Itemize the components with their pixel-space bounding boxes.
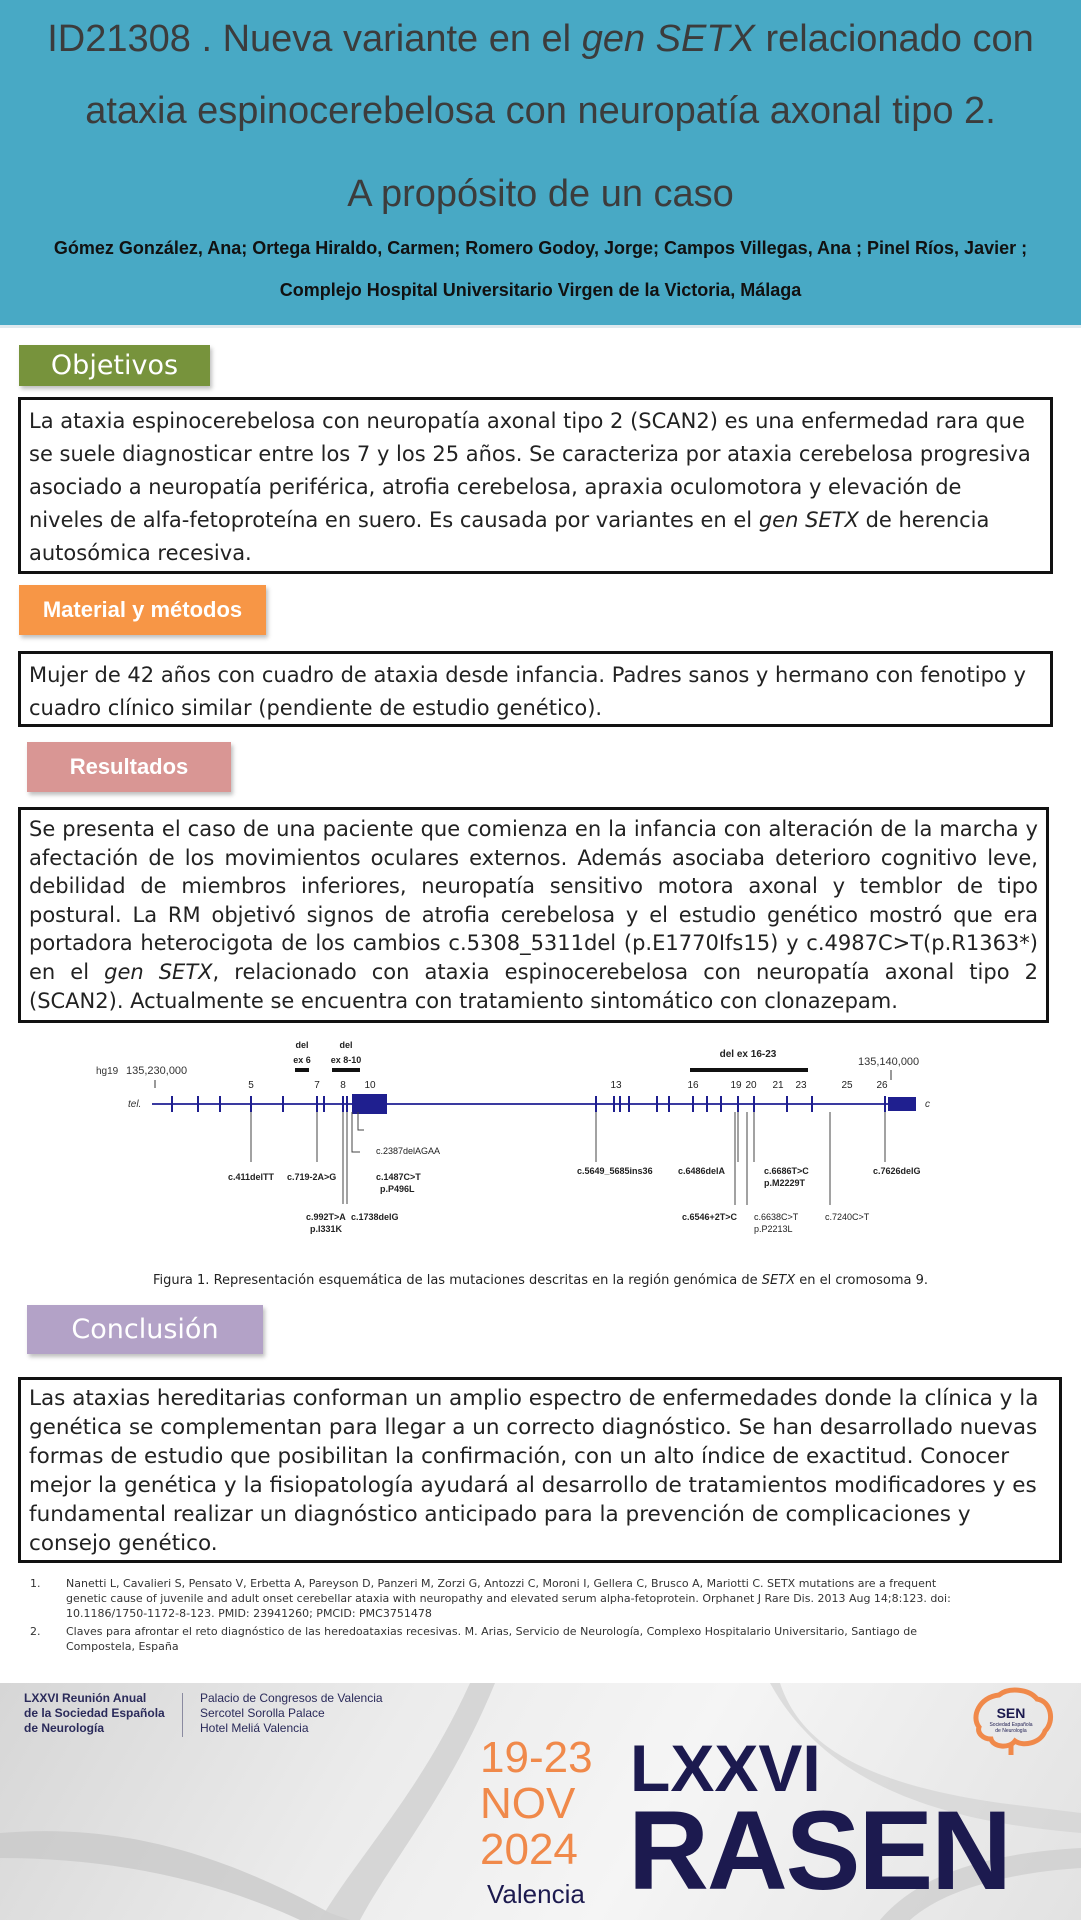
exon-label: 19 [730, 1080, 742, 1091]
venues [200, 1691, 383, 1736]
reference-number: 1. [30, 1577, 41, 1590]
congress-banner [0, 1683, 1081, 1920]
event-city: Valencia [487, 1879, 585, 1909]
exon-label: 13 [610, 1080, 622, 1091]
del-ex810-a: del [339, 1040, 353, 1050]
exon-label: 8 [340, 1080, 346, 1091]
mut-c1738delG: c.1738delG [351, 1212, 399, 1222]
fig-exon-26-block [888, 1097, 916, 1111]
rasen-line-1: LXXVI [630, 1731, 821, 1805]
mut-pM2229T: p.M2229T [764, 1178, 806, 1188]
banner-divider [182, 1693, 183, 1737]
conclusion-text: Las ataxias hereditarias conforman un amplio espectro de enfermedades donde la clínica y la genética se complementan para llegar a un correcto diagnóstico. Se han desarrollado nuevas formas de estudio que posibilitan la confirmación, con un alto índice de exactitud. Conocer mejor la genética y la fisiopatología ayudará al desarrollo de tratamientos modificadores y es fundamental realizar un diagnóstico anticipado para la prevención de complicaciones y consejo genético. [29, 1386, 1039, 1556]
del-ex1623-bar [690, 1068, 808, 1072]
resultados-text-b: , relacionado con ataxia espinocerebelosa con neuropatía axonal tipo 2 (SCAN2). Actualmente se encuentra con tratamiento sintomático con clonazepam. [29, 959, 1038, 1013]
exon-label: 25 [841, 1080, 853, 1091]
del-ex6-a: del [295, 1040, 309, 1050]
reference-text: Claves para afrontar el reto diagnóstico de las heredoataxias recesivas. M. Arias, Servicio de Neurología, Complexo Hospitalario Universitario, Santiago de Compostela, España [66, 1625, 917, 1653]
meeting-name [24, 1691, 165, 1736]
resultados-text-a: Se presenta el caso de una paciente que comienza en la infancia con alteración de la marcha y afectación de los movimientos oculares externos. Además asociaba deterioro cognitivo leve, debilidad de miembros inferiores, neuropatía sensitivo motora axonal y temblor de tipo postural. La RM objetivó signos de atrofia cerebelosa y el estudio genético mostró que era portadora heterocigota de los cambios c.5308_5311del (p.E1770Ifs15) y c.4987C>T(p.R1363*) en el [29, 817, 1038, 984]
objetivos-text-b: de herencia autosómica recesiva. [29, 508, 990, 565]
caption-text-b: en el cromosoma 9. [795, 1273, 929, 1288]
exon-label: 5 [248, 1080, 254, 1091]
fig-cen: c [925, 1099, 930, 1110]
caption-text-a: Figura 1. Representación esquemática de las mutaciones descritas en la región genómica de [152, 1273, 762, 1288]
mut-c1487CT: c.1487C>T [376, 1172, 421, 1182]
rasen-line-2: RASEN [628, 1788, 1011, 1913]
venue-line-3: Hotel Meliá Valencia [200, 1721, 309, 1735]
resultados-text [21, 810, 1046, 1020]
meeting-line-1: LXXVI Reunión Anual [24, 1691, 147, 1705]
objetivos-text-a: La ataxia espinocerebelosa con neuropatía axonal tipo 2 (SCAN2) es una enfermedad rara que se suele diagnosticar entre los 7 y los 25 años. Se caracteriza por ataxia cerebelosa progresiva asociado a neuropatía periférica, atrofia cerebelosa, apraxia oculomotora y elevación de niveles de alfa-fetoproteína en suero. Es causada por variantes en el [29, 409, 1031, 532]
objetivos-text [21, 400, 1050, 575]
fig-hg19: hg19 [96, 1066, 119, 1077]
fig-exon-labels [248, 1080, 888, 1091]
mut-pI331K: p.I331K [310, 1224, 343, 1234]
exon-label: 20 [745, 1080, 757, 1091]
mut-c411delTT: c.411delTT [228, 1172, 275, 1182]
fig-mutation-lines [251, 1112, 885, 1205]
title-text-a: ID21308 . Nueva variante en el [47, 18, 582, 60]
mut-pP496L: p.P496L [380, 1184, 415, 1194]
logo-text: SEN [996, 1705, 1026, 1721]
mut-c5649ins36: c.5649_5685ins36 [577, 1166, 653, 1176]
dates-range: 19-23 [480, 1733, 593, 1782]
logo-sub-1: Sociedad Española [989, 1722, 1033, 1728]
logo-sub-2: de Neurología [995, 1728, 1027, 1734]
mut-c6686TC: c.6686T>C [764, 1166, 809, 1176]
title-gene: gen SETX [581, 18, 755, 60]
setx-gene-figure [90, 1040, 940, 1240]
affiliation: Complejo Hospital Universitario Virgen de la Victoria, Málaga [279, 280, 802, 300]
exon-label: 10 [364, 1080, 376, 1091]
sen-logo [965, 1687, 1057, 1759]
dates-month: NOV [480, 1779, 576, 1828]
mut-c719-2AG: c.719-2A>G [287, 1172, 337, 1182]
reference-item [26, 1624, 976, 1654]
resultados-box [18, 807, 1049, 1023]
del-ex6-b: ex 6 [293, 1055, 311, 1065]
venue-line-2: Sercotel Sorolla Palace [200, 1706, 325, 1720]
mut-c6486delA: c.6486delA [678, 1166, 726, 1176]
material-text: Mujer de 42 años con cuadro de ataxia desde infancia. Padres sanos y hermano con fenotipo y cuadro clínico similar (pendiente de estudio genético). [29, 663, 1026, 720]
title-line-2: ataxia espinocerebelosa con neuropatía axonal tipo 2. [85, 90, 996, 132]
dates-year: 2024 [480, 1825, 578, 1874]
del-ex6-bar [295, 1068, 309, 1072]
mut-c992TA: c.992T>A [306, 1212, 346, 1222]
venue-line-1: Palacio de Congresos de Valencia [200, 1691, 383, 1705]
objetivos-gene: gen SETX [758, 508, 859, 532]
objetivos-box [18, 397, 1053, 574]
resultados-heading: Resultados [27, 742, 231, 792]
mut-c7240CT: c.7240C>T [825, 1212, 870, 1222]
exon-label: 26 [876, 1080, 888, 1091]
del-ex810-bar [332, 1068, 360, 1072]
fig-exon-10-block [352, 1094, 387, 1114]
poster-header [0, 0, 1081, 328]
mut-c2387delAGAA: c.2387delAGAA [376, 1146, 441, 1156]
caption-gene: SETX [761, 1273, 796, 1288]
fig-tel: tel. [128, 1099, 142, 1110]
material-box [18, 651, 1053, 727]
resultados-gene: gen SETX [104, 959, 213, 984]
reference-text: Nanetti L, Cavalieri S, Pensato V, Erbetta A, Pareyson D, Panzeri M, Zorzi G, Antozzi C, Moroni I, Gellera C, Brusco A, Mariotti C. SETX mutations are a frequent genetic cause of juvenile and adult onset cerebellar ataxia with neuropathy and elevated serum alpha-fetoprotein. Orphanet J Rare Dis. 2013 Aug 14;8:123. doi: 10.1186/1750-1172-8-123. PMID: 23941260; PMCID: PMC3751478 [66, 1577, 951, 1620]
title-line-3: A propósito de un caso [347, 173, 734, 215]
exon-label: 7 [314, 1080, 320, 1091]
fig-mutation-labels [228, 1146, 921, 1234]
exon-label: 16 [687, 1080, 699, 1091]
authors: Gómez González, Ana; Ortega Hiraldo, Carmen; Romero Godoy, Jorge; Campos Villegas, Ana ; Pinel Ríos, Javier ; [53, 238, 1028, 258]
fig-coord-right: 135,140,000 [858, 1056, 920, 1068]
mut-c6638CT: c.6638C>T [754, 1212, 799, 1222]
fig-coord-left: 135,230,000 [126, 1065, 188, 1077]
reference-number: 2. [30, 1625, 41, 1638]
figure-caption [0, 1273, 1081, 1288]
conclusion-box [18, 1377, 1062, 1563]
material-heading: Material y métodos [19, 585, 266, 635]
mut-c6546-2TC: c.6546+2T>C [682, 1212, 738, 1222]
title-line-1 [0, 10, 1081, 68]
references [26, 1576, 976, 1657]
exon-label: 21 [772, 1080, 784, 1091]
exon-label: 23 [795, 1080, 807, 1091]
fig-deletions [293, 1040, 808, 1072]
event-dates [480, 1735, 593, 1873]
reference-item [26, 1576, 976, 1621]
conclusion-heading: Conclusión [27, 1305, 263, 1354]
mut-c7626delG: c.7626delG [873, 1166, 921, 1176]
del-ex1623-label: del ex 16-23 [719, 1049, 777, 1060]
mut-pP2213L: p.P2213L [754, 1224, 793, 1234]
meeting-line-3: de Neurología [24, 1721, 105, 1735]
meeting-line-2: de la Sociedad Española [24, 1706, 165, 1720]
objetivos-heading: Objetivos [19, 345, 210, 386]
title-text-b: relacionado con [754, 18, 1034, 60]
del-ex810-b: ex 8-10 [330, 1055, 362, 1065]
